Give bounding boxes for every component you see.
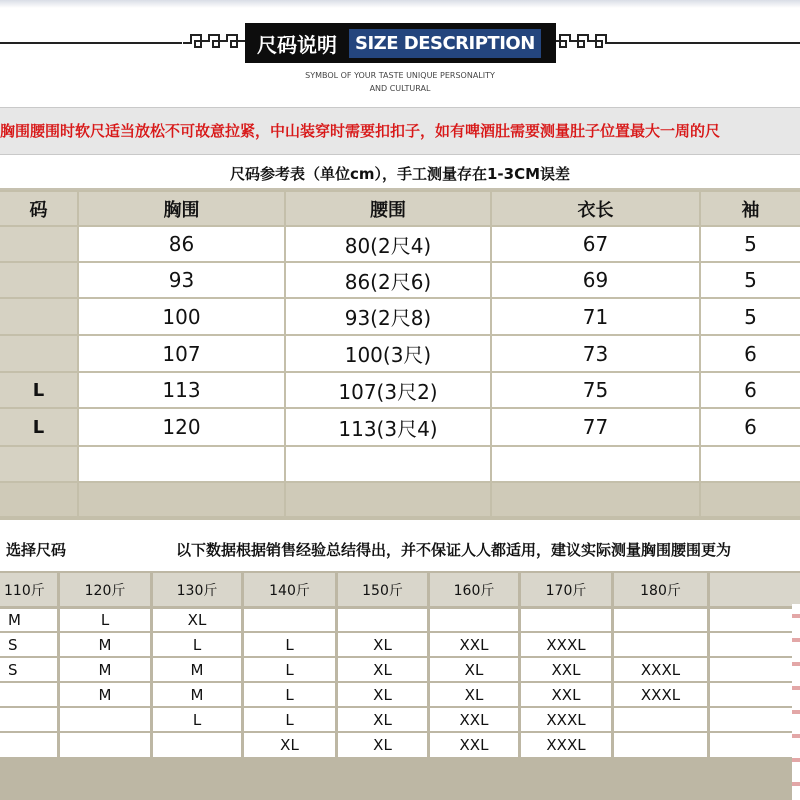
size-table-cell: 100 <box>79 299 284 334</box>
header-rule-right <box>612 42 800 44</box>
size-table-cell: 6 <box>701 373 800 407</box>
size-table-cell: 93(2尺8) <box>286 299 490 334</box>
weight-size-cell <box>0 708 57 731</box>
size-code-cell: L <box>0 373 77 407</box>
weight-size-cell: M <box>153 658 241 681</box>
size-table-title: 尺码参考表（单位cm），手工测量存在1-3CM误差 <box>229 165 571 183</box>
weight-size-cell <box>614 633 707 656</box>
weight-size-cell: XXXL <box>614 658 707 681</box>
weight-size-cell: XXXL <box>521 708 611 731</box>
size-table-cell: 5 <box>701 263 800 297</box>
weight-size-cell <box>710 708 800 731</box>
measurement-note: 胸围腰围时软尺适当放松不可故意拉紧，中山装穿时需要扣扣子，如有啤酒肚需要测量肚子位置最大一周的尺 <box>0 122 721 140</box>
weight-size-cell: M <box>60 658 150 681</box>
weight-header: 180斤 <box>614 573 707 606</box>
weight-header: 140斤 <box>244 573 335 606</box>
size-table-cell: 6 <box>701 336 800 371</box>
size-table-cell: 69 <box>492 263 699 297</box>
weight-size-cell: XL <box>338 633 427 656</box>
red-edge-marks <box>792 604 800 800</box>
size-code-cell <box>0 263 77 297</box>
size-table-empty-cell <box>701 447 800 481</box>
weight-header: 160斤 <box>430 573 518 606</box>
top-edge <box>0 0 800 8</box>
weight-size-cell: XXL <box>430 708 518 731</box>
size-table-footer-cell <box>79 483 284 516</box>
weight-size-cell <box>521 609 611 631</box>
weight-size-cell <box>614 733 707 757</box>
weight-guide-heading <box>0 535 800 565</box>
weight-size-cell: M <box>0 609 57 631</box>
weight-size-cell: XL <box>338 708 427 731</box>
weight-header: 150斤 <box>338 573 427 606</box>
weight-header: 110斤 <box>0 573 57 606</box>
weight-size-cell <box>153 733 241 757</box>
weight-size-cell: XXL <box>430 633 518 656</box>
size-table-footer-cell <box>701 483 800 516</box>
size-table-cell: 75 <box>492 373 699 407</box>
weight-size-table <box>0 571 800 800</box>
weight-size-cell <box>0 733 57 757</box>
size-table-cell: 5 <box>701 227 800 261</box>
weight-size-cell: XXXL <box>614 683 707 706</box>
size-table-footer-cell <box>286 483 490 516</box>
size-table-cell: 113 <box>79 373 284 407</box>
size-table-header: 腰围 <box>286 192 490 225</box>
weight-size-cell: XXXL <box>521 733 611 757</box>
size-table-empty-cell <box>286 447 490 481</box>
size-table-cell: 71 <box>492 299 699 334</box>
size-table-footer-cell <box>0 483 77 516</box>
size-table-header: 衣长 <box>492 192 699 225</box>
weight-size-cell: L <box>244 633 335 656</box>
weight-size-cell <box>710 733 800 757</box>
size-table-header: 袖 <box>701 192 800 225</box>
weight-header: 130斤 <box>153 573 241 606</box>
size-code-cell <box>0 336 77 371</box>
title-english: SIZE DESCRIPTION <box>349 29 541 58</box>
weight-size-cell: XXL <box>521 658 611 681</box>
subtitle-line-1: SYMBOL OF YOUR TASTE UNIQUE PERSONALITY <box>305 71 495 80</box>
weight-size-cell: XXL <box>430 733 518 757</box>
weight-size-cell <box>60 733 150 757</box>
choose-size-label: 选择尺码 <box>6 541 67 559</box>
weight-size-cell: L <box>244 683 335 706</box>
weight-size-cell <box>710 658 800 681</box>
weight-guide-disclaimer: 以下数据根据销售经验总结得出，并不保证人人都适用，建议实际测量胸围腰围更为 <box>176 541 732 559</box>
weight-size-cell <box>430 609 518 631</box>
weight-size-cell: S <box>0 658 57 681</box>
weight-size-cell: XL <box>338 683 427 706</box>
weight-size-cell: XXL <box>521 683 611 706</box>
size-table-cell: 77 <box>492 409 699 445</box>
size-table-cell: 6 <box>701 409 800 445</box>
size-table-empty-cell <box>0 447 77 481</box>
weight-size-cell <box>338 609 427 631</box>
weight-size-cell: XL <box>338 733 427 757</box>
header-rule-left <box>0 42 182 44</box>
size-code-cell <box>0 299 77 334</box>
size-table-cell: 100(3尺) <box>286 336 490 371</box>
size-table-cell: 107 <box>79 336 284 371</box>
size-table-cell: 5 <box>701 299 800 334</box>
size-table-header: 胸围 <box>79 192 284 225</box>
weight-size-cell: XL <box>430 683 518 706</box>
subtitle-line-2: AND CULTURAL <box>369 84 431 93</box>
weight-size-cell: L <box>153 708 241 731</box>
weight-size-cell <box>0 683 57 706</box>
weight-size-cell <box>710 633 800 656</box>
size-table-cell: 107(3尺2) <box>286 373 490 407</box>
weight-size-cell <box>244 609 335 631</box>
weight-size-cell: L <box>244 708 335 731</box>
size-table-empty-cell <box>492 447 699 481</box>
fret-ornament-left <box>183 33 245 53</box>
weight-size-cell <box>614 609 707 631</box>
weight-size-cell: XL <box>430 658 518 681</box>
weight-size-cell: M <box>60 633 150 656</box>
weight-size-cell: L <box>153 633 241 656</box>
size-table-cell: 113(3尺4) <box>286 409 490 445</box>
weight-size-cell <box>60 708 150 731</box>
size-table-cell: 93 <box>79 263 284 297</box>
weight-size-cell: M <box>153 683 241 706</box>
weight-size-cell: S <box>0 633 57 656</box>
size-description-banner <box>245 23 556 63</box>
title-chinese: 尺码说明 <box>257 32 337 57</box>
weight-size-cell <box>710 609 800 631</box>
size-table-cell: 80(2尺4) <box>286 227 490 261</box>
fret-ornament-right <box>552 33 614 53</box>
weight-size-cell: XXXL <box>521 633 611 656</box>
weight-header: 170斤 <box>521 573 611 606</box>
size-table-empty-cell <box>79 447 284 481</box>
size-code-cell <box>0 227 77 261</box>
size-table-header: 码 <box>0 192 77 225</box>
size-table-cell: 67 <box>492 227 699 261</box>
weight-size-cell: XL <box>244 733 335 757</box>
size-table-cell: 86 <box>79 227 284 261</box>
weight-size-cell: L <box>244 658 335 681</box>
weight-size-cell <box>614 708 707 731</box>
weight-size-cell: XL <box>153 609 241 631</box>
size-reference-table <box>0 190 800 520</box>
weight-size-cell: L <box>60 609 150 631</box>
weight-size-cell <box>710 683 800 706</box>
size-table-cell: 86(2尺6) <box>286 263 490 297</box>
size-code-cell: L <box>0 409 77 445</box>
size-table-footer-cell <box>492 483 699 516</box>
weight-size-cell: XL <box>338 658 427 681</box>
weight-header: 120斤 <box>60 573 150 606</box>
size-table-cell: 73 <box>492 336 699 371</box>
weight-header <box>710 573 800 606</box>
weight-size-cell: M <box>60 683 150 706</box>
size-table-cell: 120 <box>79 409 284 445</box>
